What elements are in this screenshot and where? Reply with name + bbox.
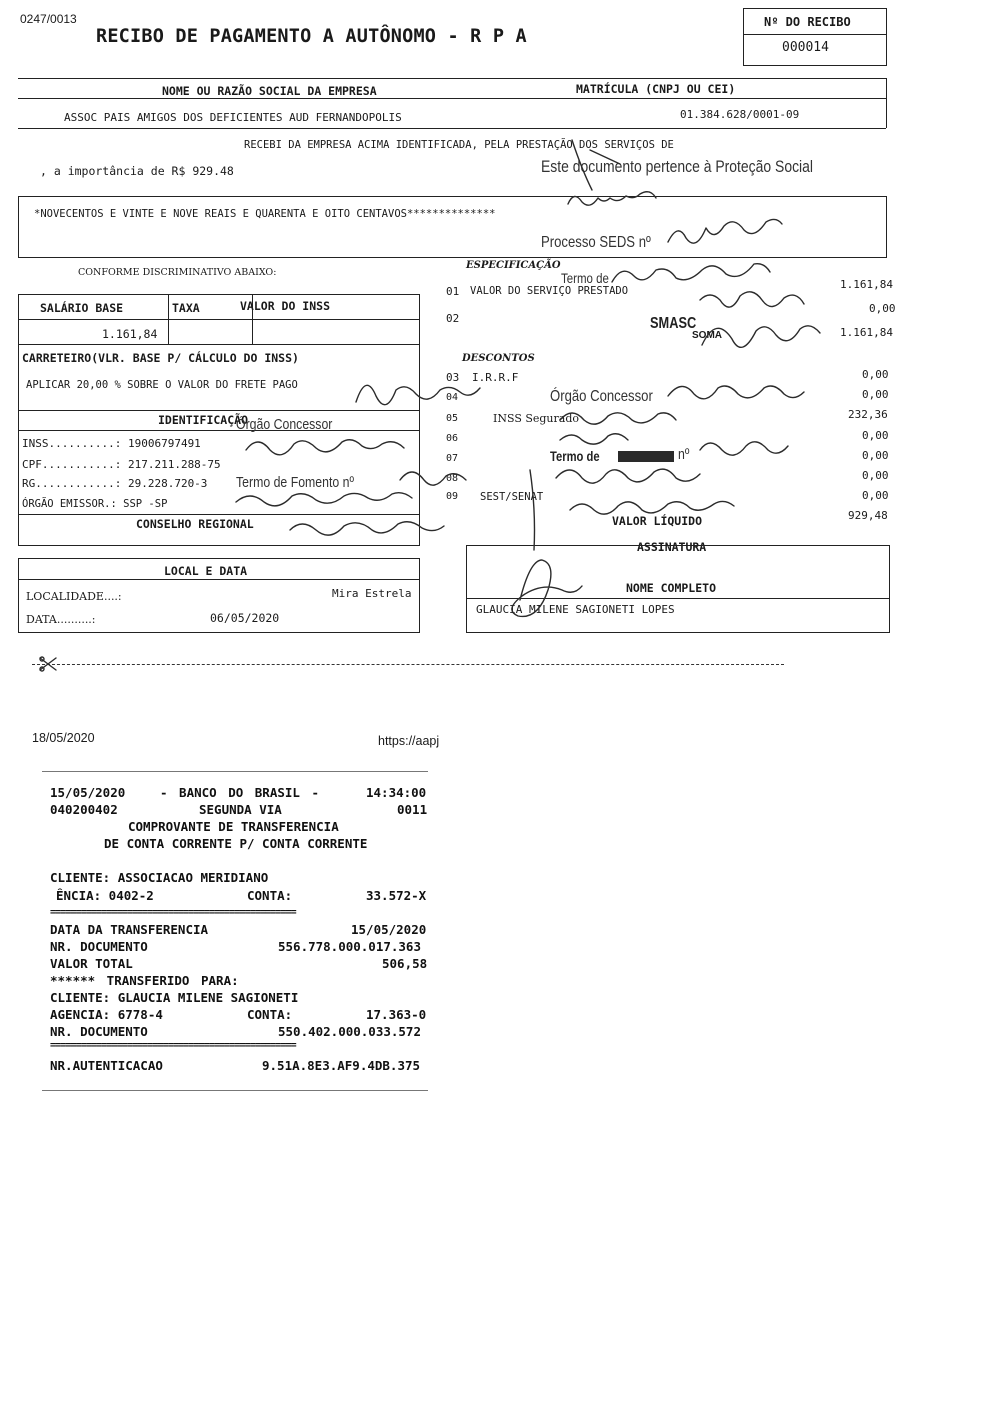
valor-liquido-value: 929,48 [848, 509, 888, 522]
receipt-title-2: DE CONTA CORRENTE P/ CONTA CORRENTE [104, 836, 368, 851]
amount-text: , a importância de R$ 929.48 [40, 164, 234, 178]
header-inss-value: VALOR DO INSS [240, 299, 331, 313]
data-label: DATA..........: [26, 613, 96, 626]
desc-06-value: 0,00 [862, 429, 889, 442]
desc-05-code: 05 [446, 413, 459, 424]
receipt-nr-doc-2: 550.402.000.033.572 [278, 1024, 421, 1039]
stamp-processo: Processo SEDS nº [541, 234, 651, 251]
cut-line [32, 664, 784, 665]
desc-03-label: I.R.R.F [472, 371, 519, 384]
receipt-conta-2: 17.363-0 [366, 1007, 427, 1022]
localidade-value: Mira Estrela [332, 587, 412, 600]
identification-title: IDENTIFICAÇÃO [158, 413, 249, 427]
soma-label: SOMA [692, 330, 722, 341]
carreteiro-text: APLICAR 20,00 % SOBRE O VALOR DO FRETE PAGO [26, 379, 298, 391]
print-url[interactable]: https://aapj [378, 734, 440, 748]
receipt-agencia-2: AGENCIA: 6778-4 [50, 1007, 163, 1022]
soma-value: 1.161,84 [840, 326, 893, 339]
receipt-autent: 9.51A.8E3.AF9.4DB.375 [262, 1058, 421, 1073]
nome-completo: GLAUCIA MILENE SAGIONETI LOPES [476, 603, 675, 616]
receipt-time: 14:34:00 [366, 785, 427, 800]
stamp-orgao-concessor-left: Órgão Concessor [236, 416, 333, 433]
carreteiro-title: CARRETEIRO(VLR. BASE P/ CÁLCULO DO INSS) [22, 351, 299, 365]
receipt-data-transf-label: DATA DA TRANSFERENCIA [50, 922, 209, 937]
data-value: 06/05/2020 [210, 611, 280, 625]
receipt-number: 000014 [782, 40, 829, 55]
receipt-number-label: Nº DO RECIBO [764, 15, 851, 29]
desc-05-value: 232,36 [848, 408, 888, 421]
receipt-valor-total-label: VALOR TOTAL [50, 956, 133, 971]
receipt-cliente-2: CLIENTE: GLAUCIA MILENE SAGIONETI [50, 990, 299, 1005]
receipt-data-transf: 15/05/2020 [351, 922, 427, 937]
nome-completo-label: NOME COMPLETO [626, 581, 717, 595]
receipt-nr-doc-label: NR. DOCUMENTO [50, 939, 148, 954]
conselho-regional: CONSELHO REGIONAL [136, 517, 254, 531]
desc-07-code: 07 [446, 453, 459, 464]
spec-01-value: 1.161,84 [840, 278, 893, 291]
spec-01-label: VALOR DO SERVIÇO PRESTADO [470, 285, 629, 297]
especificacao-title: ESPECIFICAÇÃO [466, 260, 561, 271]
header-salary-base: SALÁRIO BASE [40, 301, 124, 315]
valor-liquido-label: VALOR LÍQUIDO [612, 514, 703, 528]
id-orgao: ÓRGÃO EMISSOR.: SSP -SP [22, 498, 168, 510]
received-text: RECEBI DA EMPRESA ACIMA IDENTIFICADA, PELA PRESTAÇÃO DOS SERVIÇOS DE [244, 139, 674, 151]
desc-04-code: 04 [446, 392, 459, 403]
receipt-via: SEGUNDA VIA [199, 802, 282, 817]
desc-08-value: 0,00 [862, 469, 889, 482]
desc-03-code: 03 [446, 371, 460, 384]
receipt-date: 15/05/2020 [50, 785, 126, 800]
stamp-termo-no: nº [678, 446, 690, 463]
salary-base-value: 1.161,84 [102, 327, 158, 341]
ref-code: 0247/0013 [20, 12, 77, 26]
receipt-separator-1: ================================================ [50, 907, 296, 918]
receipt-conta-2-label: CONTA: [247, 1007, 293, 1022]
desc-03-value: 0,00 [862, 368, 889, 381]
receipt-nr-doc-2-label: NR. DOCUMENTO [50, 1024, 148, 1039]
cnpj: 01.384.628/0001-09 [680, 108, 800, 121]
receipt-agencia-1: ÊNCIA: 0402-2 [56, 888, 154, 903]
desc-09-value: 0,00 [862, 489, 889, 502]
receipt-nr-doc: 556.778.000.017.363 [278, 939, 421, 954]
stamp-termo-fomento: Termo de Fomento nº [236, 474, 354, 491]
id-cpf: CPF...........: 217.211.288-75 [22, 458, 221, 471]
assinatura-title: ASSINATURA [637, 540, 707, 554]
desc-08-code: 08 [446, 473, 459, 484]
print-date: 18/05/2020 [32, 731, 95, 745]
localidade-label: LOCALIDADE....: [26, 590, 122, 603]
receipt-autent-label: NR.AUTENTICACAO [50, 1058, 163, 1073]
stamp-orgao-concessor-right: Órgão Concessor [550, 388, 653, 405]
header-taxa: TAXA [172, 301, 200, 315]
desc-06-code: 06 [446, 433, 459, 444]
local-data-title: LOCAL E DATA [164, 564, 248, 578]
scissors-icon [38, 656, 60, 672]
desc-04-value: 0,00 [862, 388, 889, 401]
receipt-conta-1: 33.572-X [366, 888, 427, 903]
company-header: NOME OU RAZÃO SOCIAL DA EMPRESA [162, 84, 377, 98]
receipt-num: 0011 [397, 802, 428, 817]
amount-words: *NOVECENTOS E VINTE E NOVE REAIS E QUARENTA E OITO CENTAVOS************** [34, 208, 496, 220]
desc-07-value: 0,00 [862, 449, 889, 462]
desc-05-label: INSS Segurado [493, 412, 579, 425]
stamp-smasc: SMASC [650, 315, 697, 332]
handwriting-overlay [0, 0, 992, 700]
spec-02-code: 02 [446, 312, 460, 325]
id-rg: RG............: 29.228.720-3 [22, 477, 208, 490]
receipt-bank: - BANCO DO BRASIL - [160, 785, 319, 800]
form-title: RECIBO DE PAGAMENTO A AUTÔNOMO - R P A [96, 26, 527, 47]
stamp-termo-de: Termo de [550, 448, 600, 464]
stamp-termo: Termo de [561, 270, 609, 286]
desc-09-label: SEST/SENAT [480, 491, 544, 503]
receipt-conta-1-label: CONTA: [247, 888, 293, 903]
spec-02-value: 0,00 [869, 302, 896, 315]
stamp-doc-belongs: Este documento pertence à Proteção Social [541, 157, 813, 176]
id-inss: INSS..........: 19006797491 [22, 437, 201, 450]
company-name: ASSOC PAIS AMIGOS DOS DEFICIENTES AUD FERNANDOPOLIS [64, 111, 402, 124]
receipt-cliente-1: CLIENTE: ASSOCIACAO MERIDIANO [50, 870, 269, 885]
descontos-title: DESCONTOS [462, 353, 535, 364]
receipt-title-1: COMPROVANTE DE TRANSFERENCIA [128, 819, 339, 834]
receipt-transferido: ****** TRANSFERIDO PARA: [50, 973, 239, 988]
desc-09-code: 09 [446, 491, 459, 502]
discriminativo-label: CONFORME DISCRIMINATIVO ABAIXO: [78, 267, 277, 278]
spec-01-code: 01 [446, 285, 460, 298]
receipt-separator-2: ================================================ [50, 1040, 296, 1051]
receipt-code: 040200402 [50, 802, 118, 817]
registration-header: MATRÍCULA (CNPJ OU CEI) [576, 82, 736, 96]
receipt-valor-total: 506,58 [382, 956, 428, 971]
